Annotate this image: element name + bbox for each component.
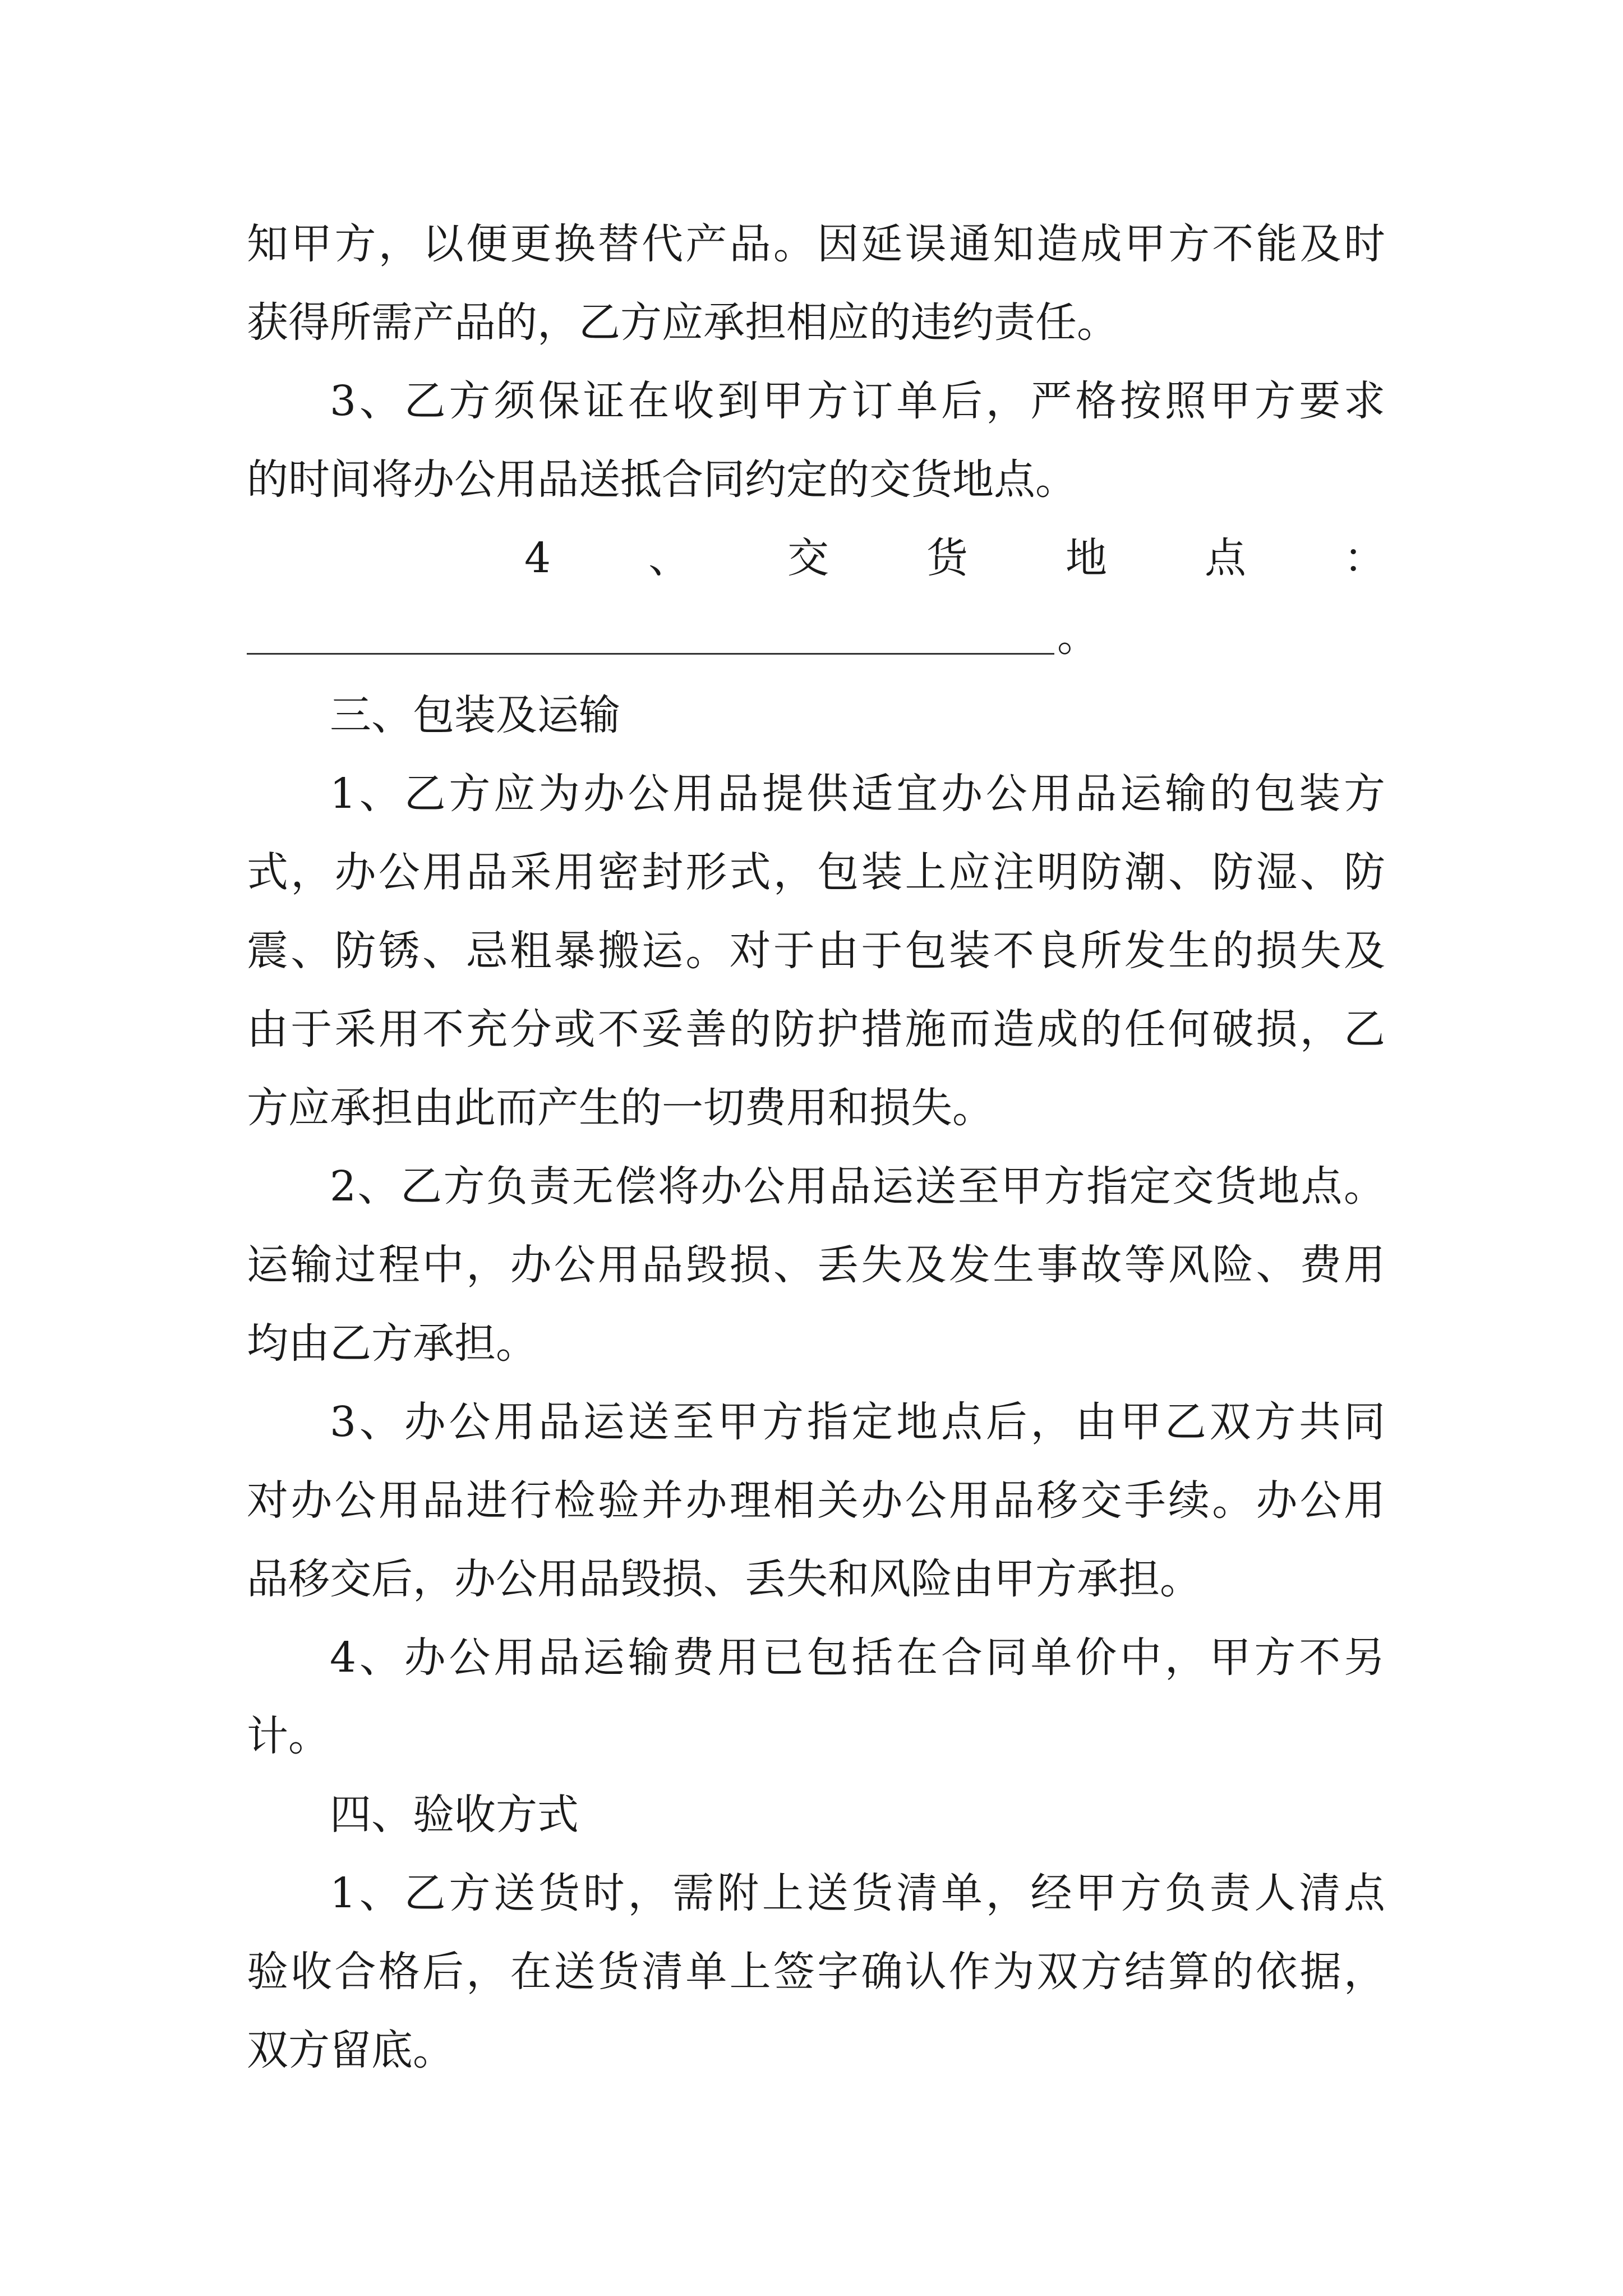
paragraph-line: 运输过程中，办公用品毁损、丢失及发生事故等风险、费用 (247, 1241, 1385, 1289)
paragraph-line: 1、乙方送货时，需附上送货清单，经甲方负责人清点 (330, 1869, 1385, 1917)
paragraph-line: 震、防锈、忌粗暴搬运。对于由于包装不良所发生的损失及 (247, 927, 1385, 975)
paragraph-line: 方应承担由此而产生的一切费用和损失。 (247, 1084, 994, 1132)
paragraph-line: 3、办公用品运送至甲方指定地点后，由甲乙双方共同 (330, 1398, 1385, 1446)
paragraph-line: 4、办公用品运输费用已包括在合同单价中，甲方不另 (330, 1634, 1385, 1682)
paragraph-line: 对办公用品进行检验并办理相关办公用品移交手续。办公用 (247, 1476, 1385, 1525)
delivery-location-blank (247, 595, 1385, 679)
paragraph-line: 均由乙方承担。 (247, 1319, 537, 1368)
paragraph-line: 知甲方，以便更换替代产品。因延误通知造成甲方不能及时 (247, 220, 1385, 268)
paragraph-line: 品移交后，办公用品毁损、丢失和风险由甲方承担。 (247, 1555, 1201, 1603)
fill-in-underline (247, 653, 1054, 655)
paragraph-line: 1、乙方应为办公用品提供适宜办公用品运输的包装方 (330, 770, 1385, 818)
paragraph-line: 由于采用不充分或不妥善的防护措施而造成的任何破损，乙 (247, 1005, 1385, 1053)
paragraph-line: 2、乙方负责无偿将办公用品运送至甲方指定交货地点。 (330, 1162, 1385, 1211)
blank-terminator: 。 (1057, 613, 1099, 661)
section-heading-packaging: 三、包装及运输 (330, 691, 620, 739)
paragraph-line: 双方留底。 (247, 2026, 454, 2074)
paragraph-line: 3、乙方须保证在收到甲方订单后，严格按照甲方要求 (330, 377, 1385, 425)
paragraph-line: 计。 (247, 1712, 330, 1760)
section-heading-acceptance: 四、验收方式 (330, 1791, 579, 1839)
delivery-location-label: 4、交货地点： (524, 534, 1385, 582)
paragraph-line: 式，办公用品采用密封形式，包装上应注明防潮、防湿、防 (247, 848, 1385, 896)
paragraph-line: 验收合格后，在送货清单上签字确认作为双方结算的依据， (247, 1948, 1385, 1996)
paragraph-line: 的时间将办公用品送抵合同约定的交货地点。 (247, 455, 1077, 504)
paragraph-line: 获得所需产品的，乙方应承担相应的违约责任。 (247, 298, 1118, 347)
